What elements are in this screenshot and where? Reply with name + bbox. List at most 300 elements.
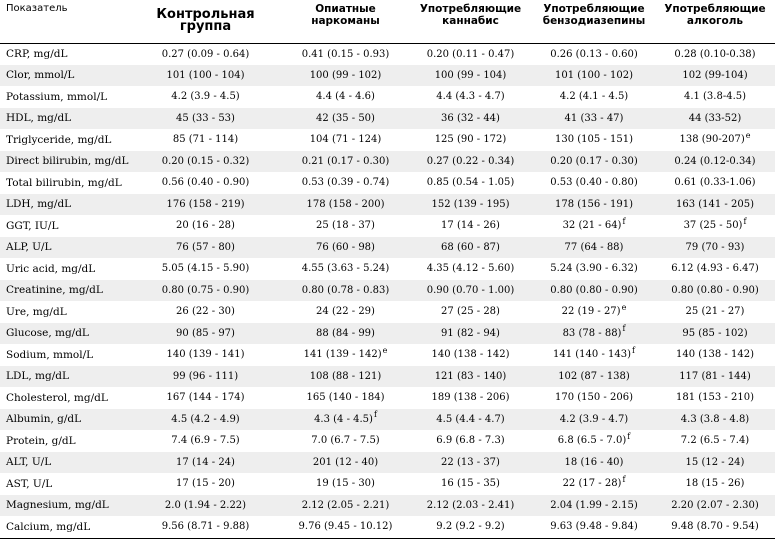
cell-value: 100 (99 - 104): [434, 69, 507, 81]
table-cell: [283, 473, 408, 495]
cell-value: 2.0 (1.94 - 2.22): [164, 499, 247, 511]
table-cell: [408, 323, 533, 345]
table-cell: [283, 344, 408, 366]
table-cell: [408, 409, 533, 431]
table-body: [0, 43, 775, 538]
table-cell: [655, 430, 775, 452]
header-control-group: [128, 0, 283, 43]
table-cell: [128, 366, 283, 388]
cell-value: 4.3 (3.8 - 4.8): [680, 413, 750, 425]
cell-value: 0.41 (0.15 - 0.93): [301, 48, 390, 60]
row-parameter-label: Uric acid, mg/dL: [6, 262, 96, 275]
row-parameter-label: LDL, mg/dL: [6, 370, 69, 383]
cell-value: 95 (85 - 102): [682, 327, 748, 339]
table-row: [0, 366, 775, 388]
row-parameter-label: AST, U/L: [6, 477, 53, 490]
cell-value: 0.26 (0.13 - 0.60): [550, 48, 638, 60]
table-cell: [283, 215, 408, 237]
cell-value: 26 (22 - 30): [176, 306, 235, 318]
table-row: [0, 344, 775, 366]
table-cell: [283, 430, 408, 452]
table-cell: [408, 151, 533, 173]
cell-value: 17 (15 - 20): [176, 478, 235, 490]
table-row: [0, 323, 775, 345]
cell-value: 20 (16 - 28): [176, 220, 235, 232]
row-parameter-label: HDL, mg/dL: [6, 112, 72, 125]
table-row: [0, 237, 775, 259]
table-cell: [533, 108, 655, 130]
cell-value: 2.12 (2.03 - 2.41): [426, 499, 515, 511]
table-cell: [128, 43, 283, 65]
cell-value: 0.80 (0.80 - 0.90): [671, 284, 759, 296]
table-cell: [283, 495, 408, 517]
cell-value: 189 (138 - 206): [431, 392, 510, 404]
cell-value: 178 (158 - 200): [306, 198, 385, 210]
footnote-marker: e: [621, 302, 627, 312]
cell-value: 17 (14 - 24): [176, 456, 235, 468]
cell-value: 0.20 (0.15 - 0.32): [161, 155, 250, 167]
cell-value: 4.55 (3.63 - 5.24): [301, 263, 390, 275]
table-cell: [655, 409, 775, 431]
header-benzodiazepine-users: [533, 0, 655, 43]
row-parameter-label: CRP, mg/dL: [6, 48, 68, 60]
table-cell: [533, 409, 655, 431]
footnote-marker: e: [745, 130, 751, 140]
table-cell: [408, 516, 533, 538]
cell-value: 4.4 (4 - 4.6): [316, 91, 375, 103]
table-cell: [408, 215, 533, 237]
cell-value: 0.80 (0.80 - 0.90): [550, 284, 638, 296]
table-cell: [128, 473, 283, 495]
header-parameter: [0, 0, 128, 43]
cell-value: 101 (100 - 102): [555, 69, 633, 81]
cell-value: 181 (153 - 210): [676, 392, 754, 404]
table-row: [0, 516, 775, 538]
cell-value: 88 (84 - 99): [316, 327, 375, 339]
cell-value: 18 (16 - 40): [564, 456, 624, 468]
table-cell: [533, 301, 655, 323]
table-row: [0, 473, 775, 495]
table-cell: [533, 495, 655, 517]
table-row: [0, 129, 775, 151]
cell-value: 140 (138 - 142): [676, 349, 754, 361]
cell-value: 91 (82 - 94): [441, 327, 500, 339]
cell-value: 4.2 (3.9 - 4.7): [559, 413, 629, 425]
table-cell: [283, 43, 408, 65]
cell-value: 0.80 (0.78 - 0.83): [301, 284, 390, 296]
cell-value: 104 (71 - 124): [309, 134, 382, 146]
table-cell: [128, 86, 283, 108]
header-control-group-label: Контрольная группа: [156, 7, 255, 34]
cell-value: 0.56 (0.40 - 0.90): [161, 177, 250, 189]
table-cell: [655, 258, 775, 280]
header-cannabis-line2: каннабис: [442, 15, 499, 27]
table-cell: [283, 258, 408, 280]
footnote-marker: f: [373, 410, 377, 420]
cell-value: 0.24 (0.12-0.34): [674, 155, 756, 167]
cell-value: 5.05 (4.15 - 5.90): [161, 263, 250, 275]
cell-value: 7.4 (6.9 - 7.5): [171, 435, 240, 447]
cell-value: 178 (156 - 191): [555, 198, 633, 210]
cell-value: 0.61 (0.33-1.06): [674, 177, 756, 189]
footnote-marker: e: [382, 345, 388, 355]
table-cell: [283, 172, 408, 194]
table-cell: [128, 258, 283, 280]
table-cell: [655, 473, 775, 495]
table-cell: [533, 430, 655, 452]
cell-value: 44 (33-52): [688, 112, 742, 124]
row-parameter-label: Potassium, mmol/L: [6, 90, 108, 103]
cell-value: 22 (17 - 28): [562, 478, 622, 490]
cell-value: 77 (64 - 88): [564, 241, 624, 253]
table-cell: [283, 516, 408, 538]
table-cell: [655, 65, 775, 87]
row-parameter-label: GGT, IU/L: [6, 219, 59, 232]
cell-value: 9.56 (8.71 - 9.88): [161, 521, 250, 533]
table-cell: [128, 237, 283, 259]
table-cell: [408, 366, 533, 388]
table-cell: [408, 301, 533, 323]
table-bottom-rule: [0, 538, 775, 539]
header-benzodiazepine-line1: Употребляющие: [543, 3, 645, 15]
row-parameter-label: Direct bilirubin, mg/dL: [6, 155, 129, 168]
table-cell: [533, 194, 655, 216]
row-parameter-label: Cholesterol, mg/dL: [6, 391, 108, 404]
table-cell: [408, 495, 533, 517]
cell-value: 138 (90-207): [679, 134, 745, 146]
table-cell: [533, 172, 655, 194]
row-parameter-label: Creatinine, mg/dL: [6, 284, 103, 297]
table-cell: [283, 301, 408, 323]
cell-value: 41 (33 - 47): [564, 112, 624, 124]
header-row: [0, 0, 775, 43]
table-cell: [533, 323, 655, 345]
footnote-marker: f: [622, 474, 626, 484]
cell-value: 0.20 (0.17 - 0.30): [550, 155, 638, 167]
table-cell: [283, 237, 408, 259]
table-cell: [128, 430, 283, 452]
cell-value: 27 (25 - 28): [441, 306, 500, 318]
cell-value: 85 (71 - 114): [172, 134, 239, 146]
table-cell: [655, 387, 775, 409]
cell-value: 9.2 (9.2 - 9.2): [436, 521, 505, 533]
cell-value: 7.0 (6.7 - 7.5): [311, 435, 380, 447]
table-cell: [655, 344, 775, 366]
table-cell: [655, 323, 775, 345]
table-cell: [408, 430, 533, 452]
cell-value: 99 (96 - 111): [172, 370, 239, 382]
cell-value: 0.27 (0.22 - 0.34): [426, 155, 515, 167]
header-opiate-users: [283, 0, 408, 43]
cell-value: 100 (99 - 102): [309, 69, 382, 81]
row-parameter-label: Sodium, mmol/L: [6, 348, 94, 361]
cell-value: 76 (60 - 98): [316, 241, 375, 253]
table-cell: [128, 65, 283, 87]
table-cell: [408, 344, 533, 366]
cell-value: 4.4 (4.3 - 4.7): [436, 91, 505, 103]
table-cell: [533, 86, 655, 108]
cell-value: 6.8 (6.5 - 7.0): [557, 435, 627, 447]
row-parameter-label: Ure, mg/dL: [6, 305, 67, 318]
header-alcohol-users: [655, 0, 775, 43]
table-cell: [128, 129, 283, 151]
cell-value: 2.12 (2.05 - 2.21): [301, 499, 390, 511]
table-cell: [655, 215, 775, 237]
table-cell: [283, 323, 408, 345]
cell-value: 19 (15 - 30): [316, 478, 375, 490]
table-cell: [128, 387, 283, 409]
cell-value: 141 (139 - 142): [303, 349, 382, 361]
table-header: [0, 0, 775, 43]
table-cell: [533, 151, 655, 173]
table-cell: [533, 43, 655, 65]
table-cell: [128, 516, 283, 538]
table-cell: [128, 151, 283, 173]
cell-value: 141 (140 - 143): [553, 349, 631, 361]
header-cannabis-users: [408, 0, 533, 43]
table-cell: [655, 151, 775, 173]
cell-value: 117 (81 - 144): [679, 370, 751, 382]
table-row: [0, 86, 775, 108]
cell-value: 79 (70 - 93): [685, 241, 745, 253]
table-cell: [408, 129, 533, 151]
table-cell: [283, 280, 408, 302]
row-parameter-label: Glucose, mg/dL: [6, 327, 89, 340]
row-parameter-label: Albumin, g/dL: [6, 413, 82, 426]
table-cell: [128, 344, 283, 366]
cell-value: 76 (57 - 80): [176, 241, 235, 253]
cell-value: 24 (22 - 29): [316, 306, 375, 318]
cell-value: 22 (13 - 37): [441, 456, 500, 468]
table-cell: [533, 344, 655, 366]
cell-value: 176 (158 - 219): [166, 198, 245, 210]
table-cell: [128, 215, 283, 237]
table-cell: [533, 65, 655, 87]
table-cell: [533, 473, 655, 495]
cell-value: 130 (105 - 151): [555, 134, 633, 146]
table-cell: [533, 452, 655, 474]
table-row: [0, 258, 775, 280]
table-row: [0, 301, 775, 323]
table-row: [0, 452, 775, 474]
header-opiate-line1: Опиатные: [315, 3, 376, 15]
cell-value: 165 (140 - 184): [306, 392, 385, 404]
table-cell: [128, 452, 283, 474]
table-cell: [283, 452, 408, 474]
table-cell: [533, 280, 655, 302]
header-alcohol-line1: Употребляющие: [664, 3, 766, 15]
header-parameter-label: Показатель: [6, 3, 68, 14]
row-parameter-label: Magnesium, mg/dL: [6, 499, 109, 512]
table-cell: [655, 172, 775, 194]
table-row: [0, 409, 775, 431]
table-row: [0, 215, 775, 237]
table-cell: [533, 387, 655, 409]
table-cell: [533, 366, 655, 388]
row-parameter-label: Triglyceride, mg/dL: [6, 133, 112, 146]
header-cannabis-line1: Употребляющие: [419, 3, 522, 15]
cell-value: 90 (85 - 97): [176, 327, 235, 339]
table-cell: [283, 366, 408, 388]
table-cell: [283, 387, 408, 409]
cell-value: 102 (99-104): [682, 69, 748, 81]
cell-value: 0.53 (0.40 - 0.80): [550, 177, 638, 189]
header-alcohol-line2: алкоголь: [686, 15, 744, 27]
cell-value: 108 (88 - 121): [309, 370, 382, 382]
cell-value: 5.24 (3.90 - 6.32): [550, 263, 638, 275]
table-cell: [655, 366, 775, 388]
cell-value: 201 (12 - 40): [312, 456, 379, 468]
table-row: [0, 65, 775, 87]
table-row: [0, 430, 775, 452]
table-row: [0, 43, 775, 65]
table-cell: [533, 215, 655, 237]
table-cell: [408, 194, 533, 216]
table-cell: [283, 151, 408, 173]
table-cell: [128, 495, 283, 517]
cell-value: 167 (144 - 174): [166, 392, 245, 404]
cell-value: 25 (21 - 27): [685, 306, 745, 318]
table-cell: [533, 516, 655, 538]
table-cell: [655, 43, 775, 65]
header-benzodiazepine-line2: бензодиазепины: [542, 15, 646, 27]
table-cell: [408, 172, 533, 194]
cell-value: 121 (83 - 140): [434, 370, 507, 382]
cell-value: 125 (90 - 172): [434, 134, 507, 146]
table-cell: [128, 194, 283, 216]
table-cell: [408, 237, 533, 259]
table-cell: [408, 473, 533, 495]
cell-value: 9.63 (9.48 - 9.84): [550, 521, 638, 533]
cell-value: 0.27 (0.09 - 0.64): [161, 48, 250, 60]
footnote-marker: f: [627, 431, 631, 441]
cell-value: 18 (15 - 26): [685, 478, 745, 490]
table-cell: [408, 452, 533, 474]
table-cell: [408, 43, 533, 65]
cell-value: 17 (14 - 26): [441, 220, 500, 232]
table-cell: [128, 409, 283, 431]
footnote-marker: f: [622, 324, 626, 334]
table-cell: [408, 65, 533, 87]
cell-value: 15 (12 - 24): [685, 456, 745, 468]
table-cell: [655, 129, 775, 151]
table-cell: [283, 129, 408, 151]
cell-value: 0.20 (0.11 - 0.47): [426, 48, 515, 60]
table-cell: [655, 280, 775, 302]
table-cell: [408, 280, 533, 302]
row-parameter-label: Clor, mmol/L: [6, 69, 75, 82]
row-parameter-label: Calcium, mg/dL: [6, 520, 91, 533]
cell-value: 25 (18 - 37): [316, 220, 375, 232]
cell-value: 0.53 (0.39 - 0.74): [301, 177, 390, 189]
cell-value: 4.2 (3.9 - 4.5): [171, 91, 240, 103]
cell-value: 0.21 (0.17 - 0.30): [301, 155, 390, 167]
table-cell: [408, 86, 533, 108]
table-row: [0, 387, 775, 409]
table-cell: [283, 65, 408, 87]
cell-value: 152 (139 - 195): [431, 198, 510, 210]
table-row: [0, 495, 775, 517]
row-parameter-label: LDH, mg/dL: [6, 198, 72, 211]
header-opiate-line2: наркоманы: [311, 15, 380, 27]
table-cell: [533, 129, 655, 151]
cell-value: 140 (138 - 142): [431, 349, 510, 361]
cell-value: 0.90 (0.70 - 1.00): [426, 284, 515, 296]
table-cell: [655, 108, 775, 130]
cell-value: 22 (19 - 27): [561, 306, 621, 318]
row-parameter-label: Protein, g/dL: [6, 434, 76, 447]
cell-value: 101 (100 - 104): [166, 69, 245, 81]
cell-value: 4.5 (4.2 - 4.9): [171, 413, 240, 425]
table-cell: [655, 516, 775, 538]
cell-value: 42 (35 - 50): [316, 112, 375, 124]
footnote-marker: f: [743, 216, 747, 226]
table-cell: [655, 194, 775, 216]
table-cell: [408, 108, 533, 130]
table-cell: [533, 237, 655, 259]
cell-value: 170 (150 - 206): [555, 392, 633, 404]
table-cell: [655, 452, 775, 474]
table-row: [0, 280, 775, 302]
table-row: [0, 172, 775, 194]
cell-value: 4.5 (4.4 - 4.7): [436, 413, 505, 425]
table-cell: [283, 86, 408, 108]
table-cell: [408, 258, 533, 280]
cell-value: 68 (60 - 87): [441, 241, 500, 253]
table-cell: [408, 387, 533, 409]
row-parameter-label: ALT, U/L: [6, 456, 52, 469]
cell-value: 0.28 (0.10-0.38): [674, 48, 756, 60]
cell-value: 0.85 (0.54 - 1.05): [426, 177, 515, 189]
cell-value: 6.12 (4.93 - 6.47): [671, 263, 759, 275]
cell-value: 37 (25 - 50): [683, 220, 743, 232]
table-cell: [128, 172, 283, 194]
table-cell: [128, 301, 283, 323]
table-cell: [283, 108, 408, 130]
table-row: [0, 194, 775, 216]
table-row: [0, 151, 775, 173]
cell-value: 7.2 (6.5 - 7.4): [680, 435, 750, 447]
cell-value: 36 (32 - 44): [441, 112, 500, 124]
row-parameter-label: ALP, U/L: [6, 241, 52, 254]
row-parameter-label: Total bilirubin, mg/dL: [6, 176, 122, 189]
cell-value: 83 (78 - 88): [562, 327, 622, 339]
cell-value: 16 (15 - 35): [441, 478, 500, 490]
table-row: [0, 108, 775, 130]
table-cell: [283, 409, 408, 431]
table-cell: [128, 108, 283, 130]
cell-value: 4.3 (4 - 4.5): [314, 413, 373, 425]
table-cell: [655, 86, 775, 108]
table-cell: [128, 323, 283, 345]
table-cell: [128, 280, 283, 302]
cell-value: 0.80 (0.75 - 0.90): [161, 284, 250, 296]
cell-value: 4.2 (4.1 - 4.5): [559, 91, 629, 103]
footnote-marker: f: [622, 216, 626, 226]
cell-value: 9.48 (8.70 - 9.54): [671, 521, 759, 533]
cell-value: 163 (141 - 205): [676, 198, 754, 210]
table-cell: [283, 194, 408, 216]
cell-value: 32 (21 - 64): [562, 220, 622, 232]
cell-value: 4.35 (4.12 - 5.60): [426, 263, 515, 275]
cell-value: 4.1 (3.8-4.5): [683, 91, 747, 103]
table-cell: [655, 495, 775, 517]
cell-value: 2.20 (2.07 - 2.30): [671, 499, 759, 511]
cell-value: 9.76 (9.45 - 10.12): [298, 521, 393, 533]
footnote-marker: f: [632, 345, 635, 355]
table-cell: [655, 301, 775, 323]
cell-value: 140 (139 - 141): [166, 349, 245, 361]
